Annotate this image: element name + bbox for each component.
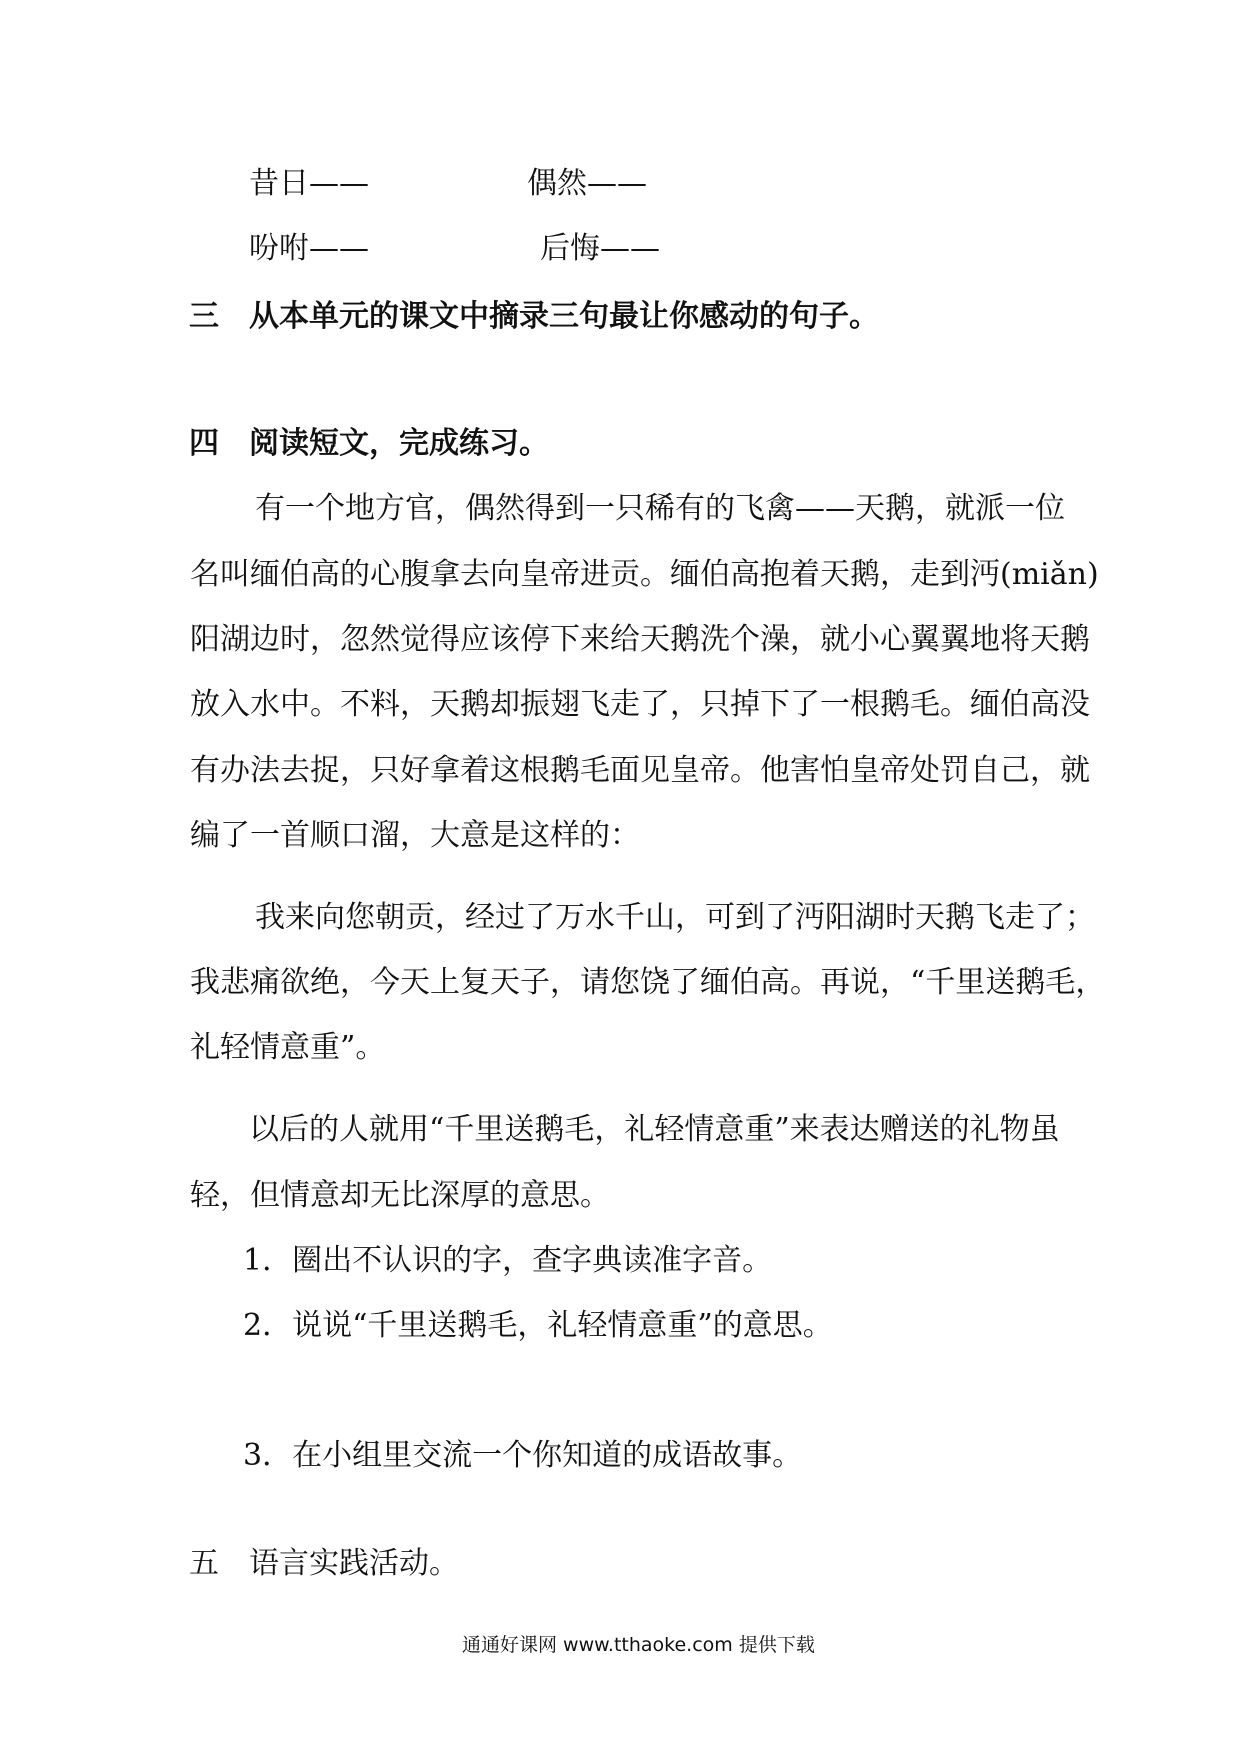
poem-line: 我来向您朝贡，经过了万水千山，可到了沔阳湖时天鹅飞走了； [255,900,1095,935]
question-2: 2．说说“千里送鹅毛，礼轻情意重”的意思。 [243,1308,833,1343]
poem-line: 我悲痛欲绝，今天上复天子，请您饶了缅伯高。再说，“千里送鹅毛， [190,965,1106,1000]
conclusion-line: 轻，但情意却无比深厚的意思。 [190,1178,610,1213]
conclusion-line: 以后的人就用“千里送鹅毛，礼轻情意重”来表达赠送的礼物虽 [249,1112,1060,1147]
passage-line: 有一个地方官，偶然得到一只稀有的飞禽——天鹅，就派一位 [255,491,1065,526]
vocab-item-houhui: 后悔—— [540,231,660,266]
vocab-item-xiri: 昔日—— [249,166,369,201]
passage-line: 阳湖边时，忽然觉得应该停下来给天鹅洗个澡，就小心翼翼地将天鹅 [190,622,1090,657]
vocab-item-ouran: 偶然—— [527,166,647,201]
footer-credit: 通通好课网 www.tthaoke.com 提供下载 [462,1634,815,1656]
poem-line: 礼轻情意重”。 [190,1030,386,1065]
section-3-number: 三 [189,299,219,334]
section-5-title: 语言实践活动。 [249,1546,459,1581]
passage-line: 有办法去捉，只好拿着这根鹅毛面见皇帝。他害怕皇帝处罚自己，就 [190,753,1090,788]
passage-line: 名叫缅伯高的心腹拿去向皇帝进贡。缅伯高抱着天鹅，走到沔(miǎn) [190,557,1099,592]
passage-line: 编了一首顺口溜，大意是这样的： [190,818,640,853]
section-3-title: 从本单元的课文中摘录三句最让你感动的句子。 [249,299,879,334]
section-4-title: 阅读短文，完成练习。 [249,426,549,461]
passage-line: 放入水中。不料，天鹅却振翅飞走了，只掉下了一根鹅毛。缅伯高没 [190,687,1090,722]
question-3: 3．在小组里交流一个你知道的成语故事。 [243,1438,803,1473]
section-4-number: 四 [189,426,219,461]
question-1: 1．圈出不认识的字，查字典读准字音。 [243,1243,773,1278]
vocab-item-fenfu: 吩咐—— [249,231,369,266]
section-5-number: 五 [189,1546,219,1581]
